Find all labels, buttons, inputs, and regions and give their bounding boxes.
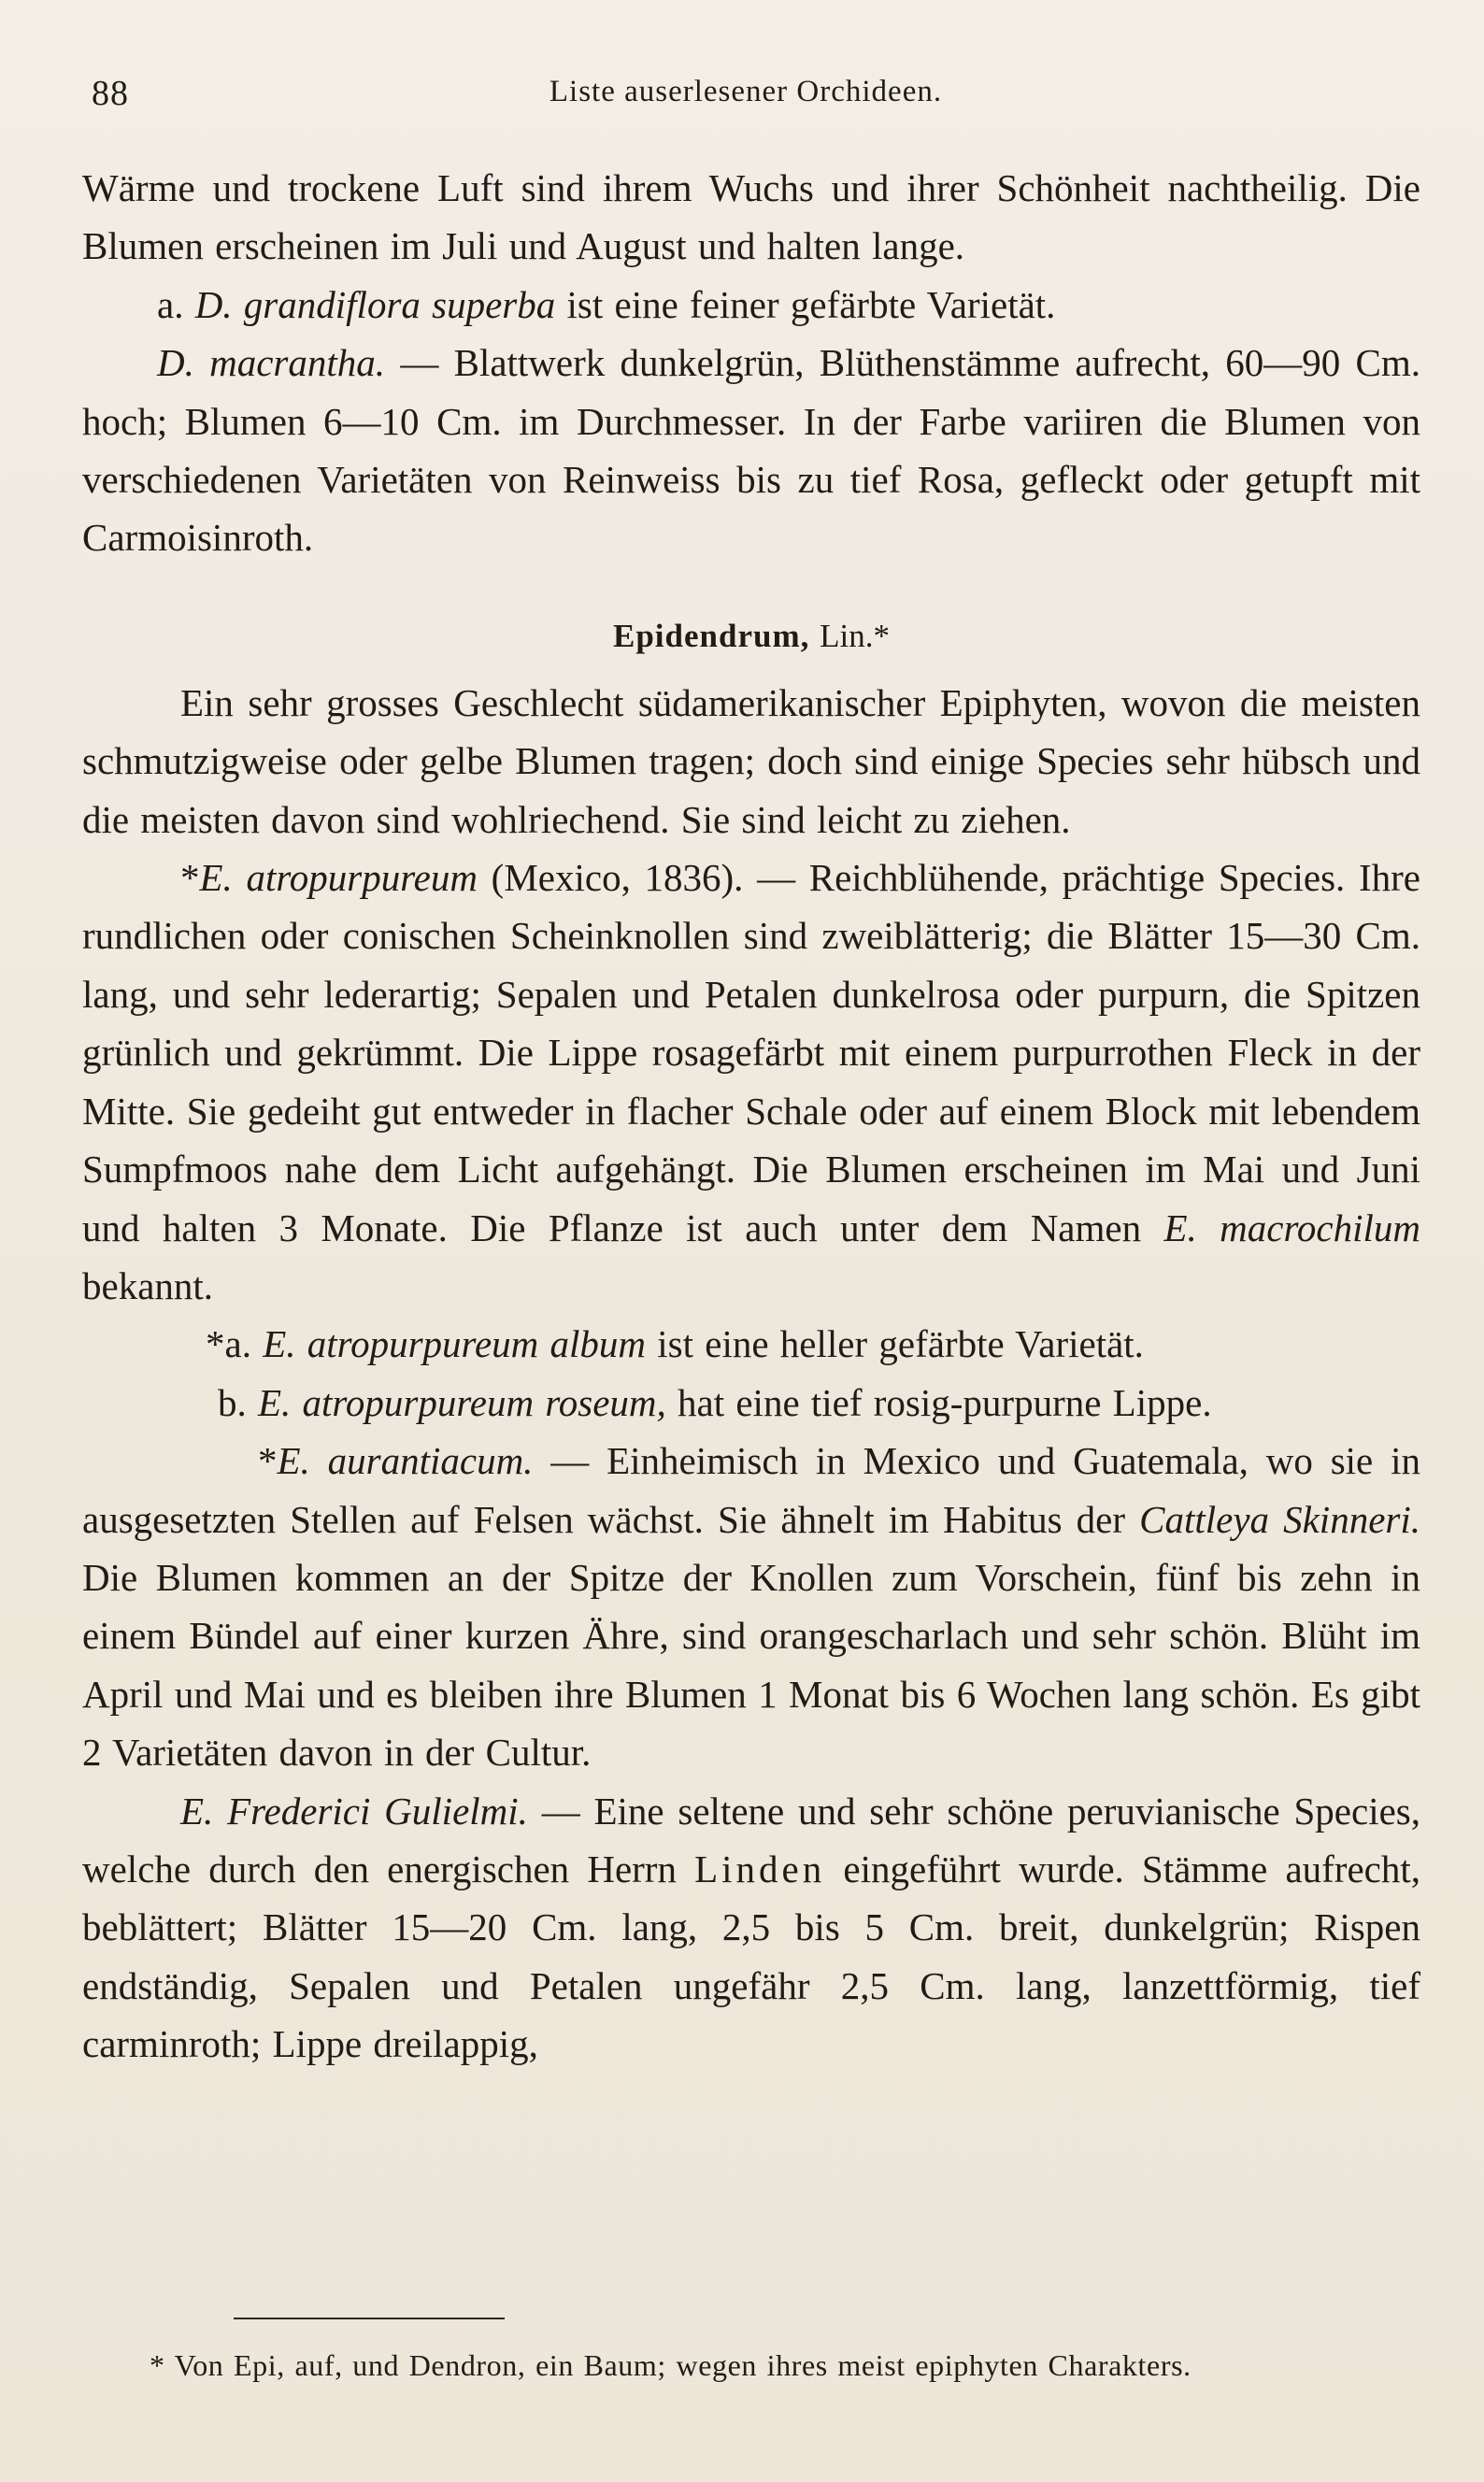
paragraph-text: (Mexico, 1836). — Reichblühende, prächtige Species. Ihre rundlichen oder conischen Scheinknollen sind zweiblätterig; die Blätter 15—30 Cm. lang, und sehr lederartig; Sepalen und Petalen dunkelrosa oder purpurn, die Spitzen grünlich und gekrümmt. Die Lippe rosagefärbt mit einem purpurrothen Fleck in der Mitte. Sie gedeiht gut entweder in flacher Schale oder auf einem Block mit lebendem Sumpfmoos nahe dem Licht aufgehängt. Die Blumen erscheinen im Mai und Juni und halten 3 Monate. Die Pflanze ist auch unter dem Namen [82, 856, 1420, 1249]
paragraph-variety-album [82, 1315, 1420, 1373]
species-name: E. atropurpureum [199, 856, 478, 900]
species-name: E. atropurpureum roseum, [258, 1380, 666, 1424]
paragraph-text: — Eine seltene und sehr schöne peruvianische Species, welche durch den energischen Herrn [82, 1789, 1420, 1890]
paragraph-variety-grandiflora [82, 276, 1420, 334]
paragraph-text: Wärme und trockene Luft sind ihrem Wuchs und ihrer Schönheit nachtheilig. Die Blumen erscheinen im Juli und August und halten lange. [82, 166, 1420, 268]
page-header [82, 73, 1409, 125]
paragraph-aurantiacum [82, 1432, 1420, 1781]
species-name: D. grandiflora superba [194, 282, 556, 326]
paragraph-text-end: bekannt. [82, 1263, 214, 1307]
paragraph-text: ist eine feiner gefärbte Varietät. [555, 282, 1056, 326]
list-marker: *a. [206, 1322, 264, 1366]
species-name: E. aurantiacum. [277, 1439, 534, 1483]
paragraph-frederici-gulielmi [82, 1782, 1420, 2074]
footnote: * Von Epi, auf, und Dendron, ein Baum; wegen ihres meist epiphyten Charakters. [150, 2348, 1191, 2382]
footnote-divider [234, 2318, 505, 2319]
paragraph-genus-intro [82, 674, 1420, 849]
list-marker: a. [157, 282, 195, 326]
page-number: 88 [92, 74, 129, 113]
person-name: Linden [694, 1847, 826, 1890]
genus-name: Epidendrum, [613, 617, 810, 654]
paragraph-text: Ein sehr grosses Geschlecht südamerikanischer Epiphyten, wovon die meisten schmutzigweise oder gelbe Blumen tragen; doch sind einige Species sehr hübsch und die meisten davon sind wohlriechend. Sie sind leicht zu ziehen. [82, 680, 1420, 841]
paragraph-text: — Blattwerk dunkelgrün, Blüthenstämme aufrecht, 60—90 Cm. hoch; Blumen 6—10 Cm. im Durchmesser. In der Farbe variiren die Blumen von verschiedenen Varietäten von Reinweiss bis zu tief Rosa, gefleckt oder getupft mit Carmoisinroth. [82, 341, 1420, 560]
page-body [82, 159, 1420, 2074]
paragraph-text: — Einheimisch in Mexico und Guatemala, wo sie in ausgesetzten Stellen auf Felsen wächst. Sie ähnelt im Habitus der [82, 1439, 1420, 1541]
list-marker: * [180, 856, 200, 900]
paragraph-text-end: eingeführt wurde. Stämme aufrecht, beblättert; Blätter 15—20 Cm. lang, 2,5 bis 5 Cm. breit, dunkelgrün; Rispen endständig, Sepalen und Petalen ungefähr 2,5 Cm. lang, lanzettförmig, tief carminroth; Lippe dreilappig, [82, 1847, 1420, 2066]
list-marker: b. [218, 1380, 258, 1424]
paragraph-variety-roseum [82, 1374, 1420, 1432]
paragraph-text-end: Die Blumen kommen an der Spitze der Knollen zum Vorschein, fünf bis zehn in einem Bündel auf einer kurzen Ähre, sind orangescharlach und sehr schön. Blüht im April und Mai und es bleiben ihre Blumen 1 Monat bis 6 Wochen lang schön. Es gibt 2 Varietäten davon in der Cultur. [82, 1555, 1420, 1775]
list-marker: * [258, 1439, 278, 1483]
genus-author: Lin.* [809, 617, 890, 654]
species-reference: Cattleya Skinneri. [1139, 1497, 1420, 1541]
running-title: Liste auserlesener Orchideen. [549, 75, 943, 108]
paragraph-text: hat eine tief rosig-purpurne Lippe. [665, 1380, 1212, 1424]
species-name: E. Frederici Gulielmi. [180, 1789, 528, 1833]
genus-heading [82, 608, 1420, 664]
paragraph-text: ist eine heller gefärbte Varietät. [646, 1322, 1144, 1366]
paragraph-macrantha [82, 334, 1420, 567]
paragraph-atropurpureum [82, 849, 1420, 1315]
species-synonym: E. macrochilum [1163, 1205, 1421, 1249]
paragraph-continuation [82, 159, 1420, 276]
species-name: E. atropurpureum album [263, 1322, 647, 1366]
species-name: D. macrantha. [157, 341, 386, 385]
